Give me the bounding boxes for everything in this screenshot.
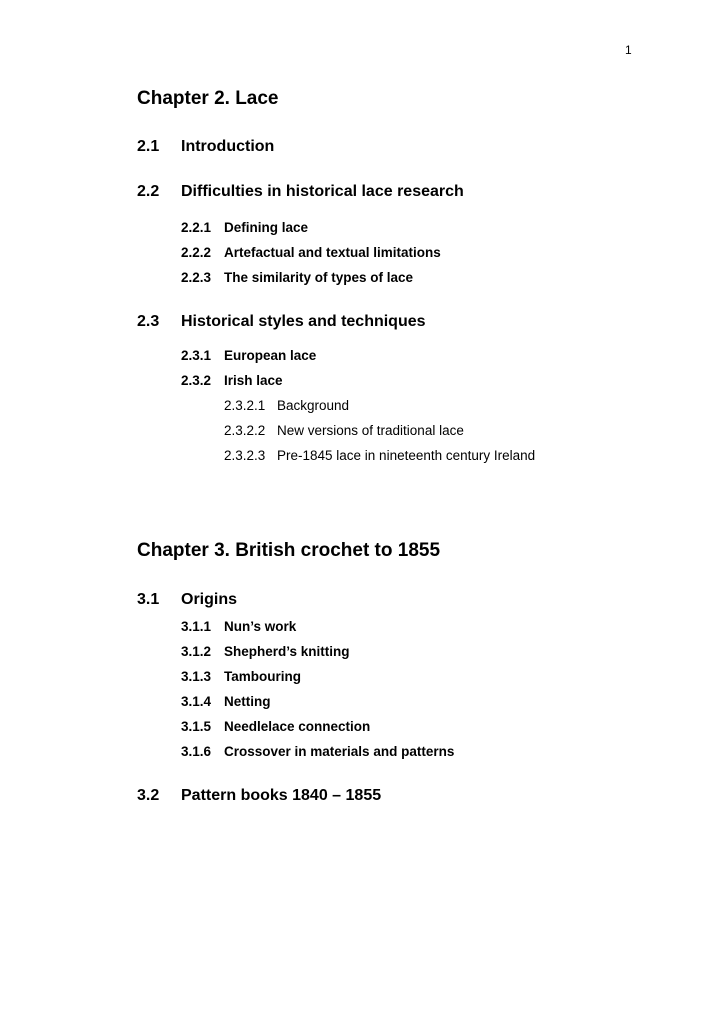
subsection-number: 3.1.6 [181,744,212,759]
section-number: 2.3 [137,313,160,330]
section-title: Historical styles and techniques [181,313,426,330]
subsection-number: 3.1.2 [181,644,212,659]
section-number: 3.2 [137,787,160,804]
section-title: Difficulties in historical lace research [181,183,464,200]
subsection-title: Nun’s work [224,619,297,634]
subsection-title: The similarity of types of lace [224,270,414,285]
chapter-heading: Chapter 2. Lace [137,88,279,109]
subsection-title: Defining lace [224,220,309,235]
subsection-number: 3.1.1 [181,619,212,634]
subsection-number: 3.1.4 [181,694,212,709]
subsection-title: Crossover in materials and patterns [224,744,455,759]
section-title: Introduction [181,138,275,155]
subsection-title: Irish lace [224,373,283,388]
subsection-number: 3.1.5 [181,719,212,734]
subsection-title: Needlelace connection [224,719,371,734]
section-number: 2.2 [137,183,160,200]
chapter-heading: Chapter 3. British crochet to 1855 [137,540,441,561]
subsubsection-title: New versions of traditional lace [277,423,464,438]
subsubsection-title: Pre-1845 lace in nineteenth century Ireland [277,448,536,463]
subsection-title: Artefactual and textual limitations [224,245,441,260]
subsection-number: 2.3.2 [181,373,212,388]
page-number: 1 [625,43,632,57]
section-title: Pattern books 1840 – 1855 [181,787,382,804]
subsection-number: 2.3.1 [181,348,212,363]
subsection-number: 3.1.3 [181,669,212,684]
subsection-number: 2.2.3 [181,270,212,285]
subsection-title: European lace [224,348,317,363]
section-title: Origins [181,591,238,608]
subsection-number: 2.2.1 [181,220,212,235]
subsection-title: Tambouring [224,669,301,684]
subsection-number: 2.2.2 [181,245,212,260]
subsection-title: Netting [224,694,271,709]
subsubsection-number: 2.3.2.1 [224,398,266,413]
section-number: 2.1 [137,138,160,155]
subsection-title: Shepherd’s knitting [224,644,350,659]
subsubsection-title: Background [277,398,350,413]
subsubsection-number: 2.3.2.2 [224,423,266,438]
section-number: 3.1 [137,591,160,608]
subsubsection-number: 2.3.2.3 [224,448,266,463]
